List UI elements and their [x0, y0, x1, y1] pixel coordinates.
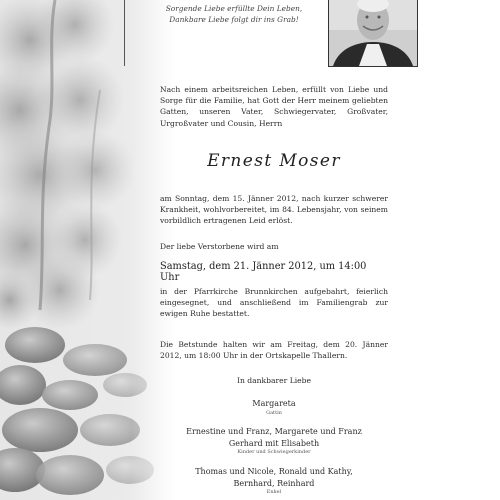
grief-line: In dankbarer Liebe	[236, 376, 312, 385]
funeral-date: Samstag, dem 21. Jänner 2012, um 14:00 Uhr	[160, 261, 367, 283]
mourner-group	[160, 398, 388, 417]
mourner-group	[160, 426, 388, 456]
portrait-image	[329, 0, 417, 66]
mourner-role: Enkel	[266, 489, 282, 495]
intro-verse-line: Dankbare Liebe folgt dir ins Grab!	[169, 15, 299, 24]
mourner-names: Gerhard mit Elisabeth	[228, 438, 320, 448]
top-divider-line	[124, 0, 125, 66]
intro-paragraph: Nach einem arbeitsreichen Leben, erfüllt von Liebe und Sorge für die Familie, hat Gott der Herr meinem geliebten Gatten, unseren Vater, Schwiegervater, Großvater, Urgroßvater und Cousin, Herrn	[160, 85, 388, 128]
death-notice-paragraph: am Sonntag, dem 15. Jänner 2012, nach kurzer schwerer Krankheit, wohlvorbereitet, im 84. Lebensjahr, von seinem vorbildlich ertragenen Leid erlöst.	[160, 194, 388, 226]
portrait-photo	[328, 0, 418, 67]
prayer-paragraph: Die Betstunde halten wir am Freitag, dem 20. Jänner 2012, um 18:00 Uhr in der Ortskapelle Thallern.	[160, 340, 388, 361]
intro-verse-line: Sorgende Liebe erfüllte Dein Leben,	[165, 4, 303, 13]
burial-paragraph: in der Pfarrkirche Brunnkirchen aufgebahrt, feierlich eingesegnet, und anschließend im Familiengrab zur ewigen Ruhe bestattet.	[160, 287, 388, 319]
mourner-role: Kinder und Schwiegerkinder	[237, 449, 311, 455]
mourner-names: Bernhard, Reinhard	[233, 478, 315, 488]
mourner-group	[160, 466, 388, 496]
mourner-role: Gattin	[266, 409, 282, 416]
announce-line: Der liebe Verstorbene wird am	[160, 242, 279, 251]
intro-verse	[140, 3, 328, 25]
mourner-names: Margareta	[252, 399, 296, 408]
tree-landscape-image	[0, 0, 175, 500]
deceased-name: Ernest Moser	[207, 151, 341, 171]
mourner-names: Ernestine und Franz, Margarete und Franz	[186, 427, 362, 436]
mourner-names: Thomas und Nicole, Ronald und Kathy,	[195, 467, 353, 476]
